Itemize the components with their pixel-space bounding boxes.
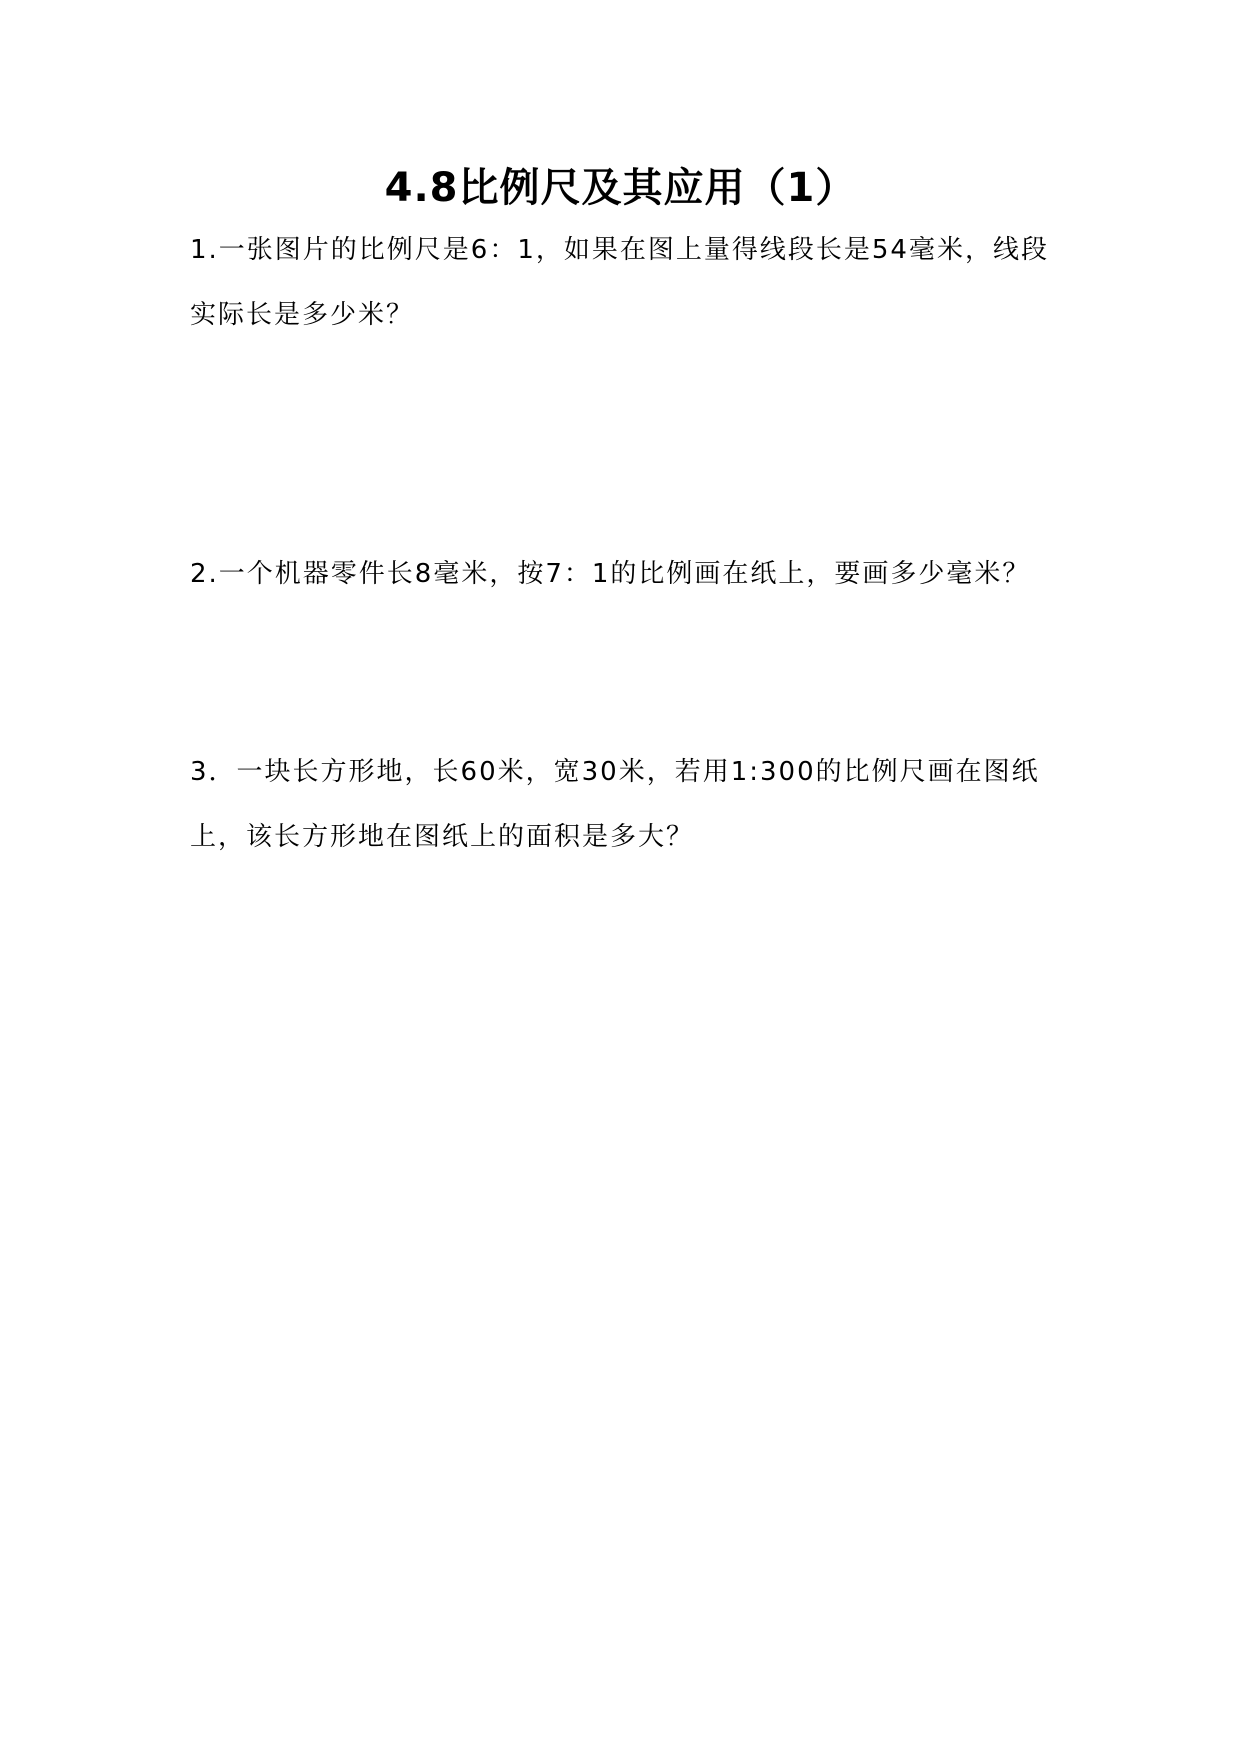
question-1: 1.一张图片的比例尺是6：1，如果在图上量得线段长是54毫米，线段实际长是多少米？: [190, 235, 1049, 330]
question-2: 2.一个机器零件长8毫米，按7：1的比例画在纸上，要画多少毫米？: [190, 559, 1031, 589]
page-title: 4.8比例尺及其应用（1）: [384, 165, 857, 211]
question-3: 3．一块长方形地，长60米，宽30米，若用1:300的比例尺画在图纸上，该长方形地在图纸上的面积是多大？: [190, 757, 1040, 852]
